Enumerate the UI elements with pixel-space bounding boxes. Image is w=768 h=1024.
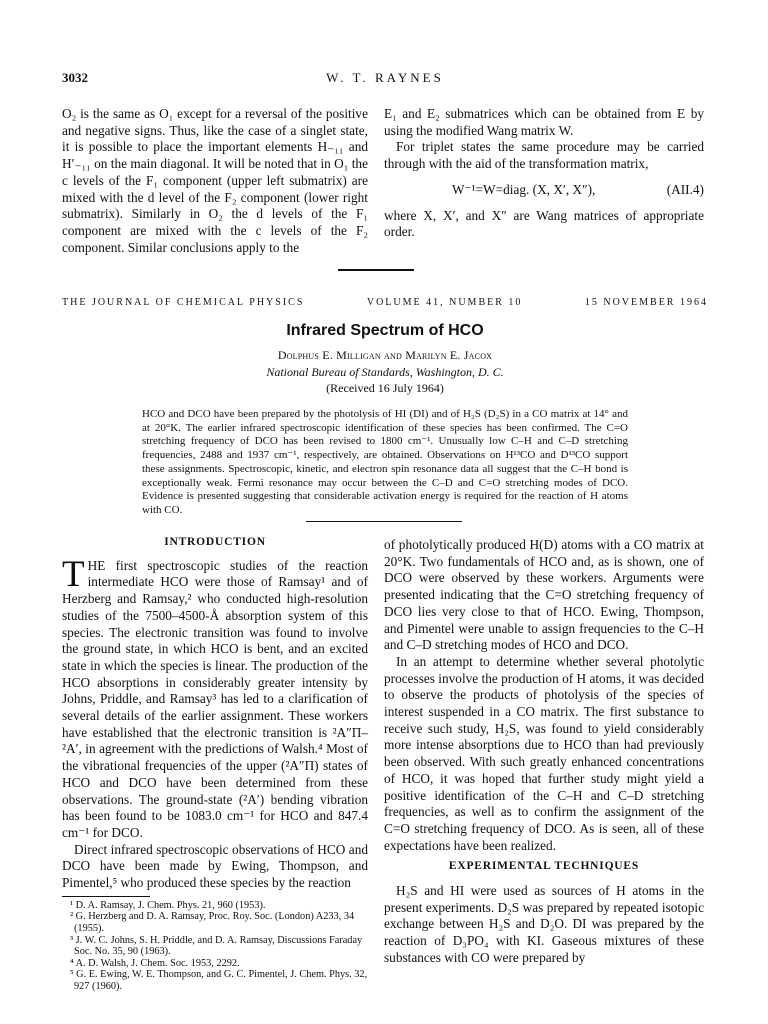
intro-right-column xyxy=(384,537,704,967)
journal-banner xyxy=(62,297,708,308)
intro-paragraph-text: HE first spectroscopic studies of the reaction intermediate HCO were those of Ramsay¹ and of Herzberg and Ramsay,² who conducted high-resolution studies of the 7500–4500-Å absorption system of this species. The electronic transition was found to involve the ground state, in which HCO is bent, and an excited state in which the species is linear. The production of the HCO absorptions in considerably greater intensity by Johns, Priddle, and Ramsay³ has led to a clarification of several details of the earlier assignment. These workers have established that the electronic transition is ²A″Π–²A′, in agreement with the predictions of Walsh.⁴ Most of the vibrational frequencies of the upper (²A″Π) states of HCO and DCO have been determined from these observations. The ground-state (²A′) bending vibration has been found to be 1083.0 cm⁻¹ for HCO and 847.4 cm⁻¹ for DCO. xyxy=(62,557,368,840)
intro-paragraph: Direct infrared spectroscopic observations of HCO and DCO have been made by Ewing, Thompson, and Pimentel,⁵ who produced these species by the reaction xyxy=(62,841,368,891)
journal-name: THE JOURNAL OF CHEMICAL PHYSICS xyxy=(62,297,305,308)
footnotes xyxy=(62,900,368,993)
article-affiliation: National Bureau of Standards, Washington, D. C. xyxy=(266,365,504,379)
prev-article-paragraph: E₁ and E₂ submatrices which can be obtained from E by using the modified Wang matrix W. xyxy=(384,106,704,138)
experimental-paragraph: H₂S and HI were used as sources of H atoms in the present experiments. D₂S was prepared by repeated isotopic exchange between H₂S and D₂O. DI was prepared by the reaction of D₃PO₄ with KI. Gaseous mixtures of these substances with CO were prepared by xyxy=(384,883,704,965)
intro-paragraph xyxy=(62,553,368,842)
footnote: ³ J. W. C. Johns, S. H. Priddle, and D. A. Ramsay, Discussions Faraday Soc. No. 35, 90 (1963). xyxy=(70,934,363,958)
section-heading-introduction: INTRODUCTION xyxy=(164,536,266,548)
footnote: ⁴ A. D. Walsh, J. Chem. Soc. 1953, 2292. xyxy=(70,957,240,969)
prev-article-paragraph: where X, X′, and X″ are Wang matrices of appropriate order. xyxy=(384,207,704,240)
drop-cap: T xyxy=(62,553,85,595)
intro-left-column xyxy=(62,534,368,993)
equation-label: (AII.4) xyxy=(666,181,704,197)
running-header xyxy=(62,70,708,88)
prev-article-paragraph: O₂ is the same as O₁ except for a reversal of the positive and negative signs. Thus, like the case of a singlet state, it is possible to place the important elements H₋₁₁ and H′₋₁₁ on the main diagonal. It will be noted that in O₁ the c levels of the F₁ component (upper left submatrix) are mixed with the d level of the F₂ component (lower right submatrix). Similarly in O₂ the d levels of the F₁ component are mixed with the c levels of the F₂ component. Similar conclusions apply to the xyxy=(62,106,368,255)
article-title: Infrared Spectrum of HCO xyxy=(286,322,484,339)
running-author: W. T. RAYNES xyxy=(326,70,444,85)
journal-date: 15 NOVEMBER 1964 xyxy=(584,297,708,308)
footnote: ⁵ G. E. Ewing, W. E. Thompson, and G. C. Pimentel, J. Chem. Phys. 32, 927 (1960). xyxy=(70,969,368,992)
equation-row xyxy=(384,182,704,199)
page-number: 3032 xyxy=(62,70,88,85)
article-authors: Dolphus E. Milligan and Marilyn E. Jacox xyxy=(277,348,493,362)
intro-paragraph: of photolytically produced H(D) atoms with a CO matrix at 20°K. Two fundamentals of HCO and, as is shown, one of DCO were observed by these workers. Arguments were presented indicating that the C=O stretching frequency of DCO lies very close to that of HCO. Ewing, Thompson, and Pimentel were unable to assign frequencies to the C–H and C–D stretching modes of HCO and DCO. xyxy=(384,537,704,653)
prev-article-left-column xyxy=(62,106,368,256)
article-separator xyxy=(338,269,414,271)
footnote-rule xyxy=(62,896,150,897)
footnote: ² G. Herzberg and D. A. Ramsay, Proc. Roy. Soc. (London) A233, 34 (1955). xyxy=(70,911,355,934)
intro-paragraph: In an attempt to determine whether several photolytic processes involve the production of H atoms, it was decided to observe the products of photolysis of the species of interest suspended in a CO matrix. The first substance to receive such study, H₂S, was found to yield considerably more intense absorptions due to HCO than had previously been observed. With such greatly enhanced concentrations of HCO, it was hoped that further study might yield a positive identification of the C–H and C–D stretching frequencies, as well as to confirm the assignment of the C=O stretching frequency of DCO. As is seen, all of these expectations have been realized. xyxy=(384,653,704,853)
received-date: (Received 16 July 1964) xyxy=(326,381,444,395)
footnote: ¹ D. A. Ramsay, J. Chem. Phys. 21, 960 (1953). xyxy=(70,899,266,911)
abstract: HCO and DCO have been prepared by the photolysis of HI (DI) and of H₂S (D₂S) in a CO matrix at 14° and at 20°K. The earlier infrared spectroscopic identification of these species has been confirmed. The C=O stretching frequency of DCO has been revised to 1800 cm⁻¹. Unusually low C–H and C–D stretching frequencies, 2488 and 1937 cm⁻¹, respectively, are obtained. Observations on H¹³CO and D¹³CO support these assignments. Spectroscopic, kinetic, and electron spin resonance data all suggest that the C–H bond is exceptionally weak. Fermi resonance may occur between the C–D and C=O stretching modes of DCO. Evidence is presented suggesting that considerable activation energy is required for the reaction of H atoms with CO. xyxy=(142,408,628,516)
journal-volume: VOLUME 41, NUMBER 10 xyxy=(366,297,523,308)
prev-article-paragraph: For triplet states the same procedure may be carried through with the aid of the transformation matrix, xyxy=(384,139,704,172)
prev-article-right-column xyxy=(384,106,704,241)
abstract-separator xyxy=(306,521,462,522)
equation: W⁻¹=W=diag. (X, X′, X″), xyxy=(452,181,596,197)
section-heading-experimental: EXPERIMENTAL TECHNIQUES xyxy=(448,860,640,873)
